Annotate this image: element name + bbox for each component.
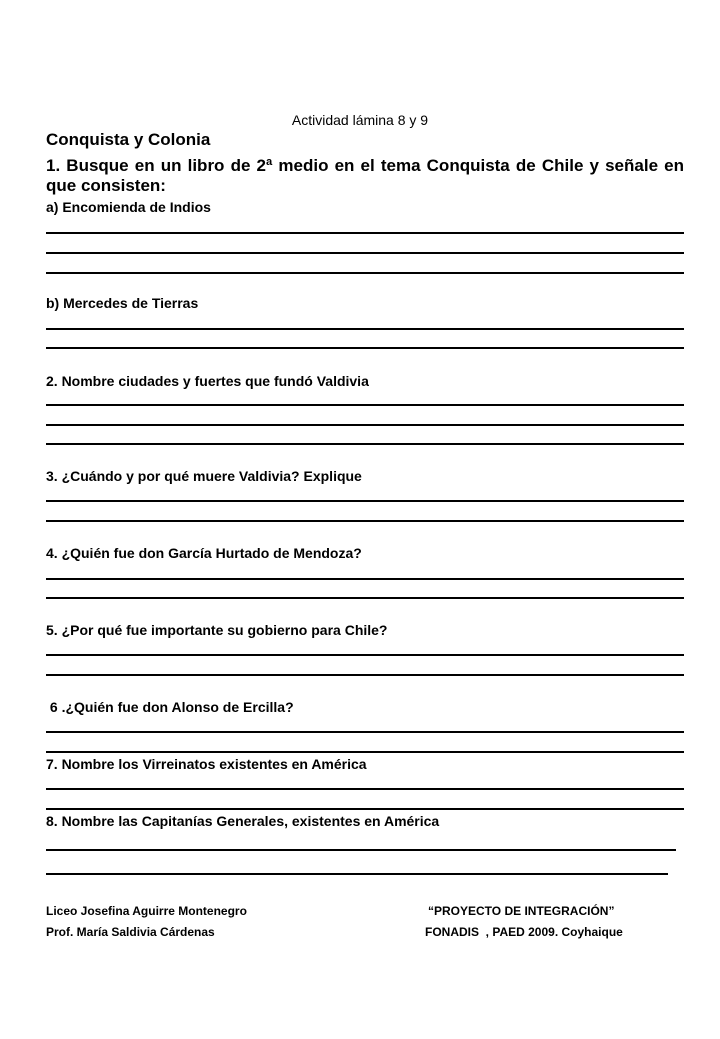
answer-line [46, 272, 684, 274]
answer-line [46, 597, 684, 599]
question-2: 2. Nombre ciudades y fuertes que fundó Valdivia [46, 373, 369, 389]
footer-project: “PROYECTO DE INTEGRACIÓN” [428, 904, 615, 918]
answer-line [46, 443, 684, 445]
answer-line [46, 578, 684, 580]
footer-funding: FONADIS , PAED 2009. Coyhaique [425, 925, 623, 939]
answer-line [46, 674, 684, 676]
answer-line [46, 873, 668, 875]
question-4: 4. ¿Quién fue don García Hurtado de Mendoza? [46, 545, 362, 561]
question-3: 3. ¿Cuándo y por qué muere Valdivia? Explique [46, 468, 362, 484]
answer-line [46, 849, 676, 851]
footer-school: Liceo Josefina Aguirre Montenegro [46, 904, 247, 918]
answer-line [46, 232, 684, 234]
answer-line [46, 404, 684, 406]
question-1b: b) Mercedes de Tierras [46, 295, 199, 311]
question-7: 7. Nombre los Virreinatos existentes en América [46, 756, 367, 772]
answer-line [46, 252, 684, 254]
answer-line [46, 654, 684, 656]
question-8: 8. Nombre las Capitanías Generales, existentes en América [46, 813, 440, 829]
answer-line [46, 808, 684, 810]
question-6: 6 .¿Quién fue don Alonso de Ercilla? [46, 699, 294, 715]
footer-teacher: Prof. María Saldivia Cárdenas [46, 925, 215, 939]
answer-line [46, 328, 684, 330]
question-1a: a) Encomienda de Indios [46, 199, 211, 215]
answer-line [46, 788, 684, 790]
activity-header: Actividad lámina 8 y 9 [291, 112, 429, 128]
question-5: 5. ¿Por qué fue importante su gobierno para Chile? [46, 622, 388, 638]
question-1: 1. Busque en un libro de 2ª medio en el tema Conquista de Chile y señale en que consisten: [46, 156, 684, 195]
worksheet-title: Conquista y Colonia [46, 130, 211, 149]
answer-line [46, 751, 684, 753]
answer-line [46, 500, 684, 502]
answer-line [46, 520, 684, 522]
answer-line [46, 424, 684, 426]
answer-line [46, 347, 684, 349]
answer-line [46, 731, 684, 733]
